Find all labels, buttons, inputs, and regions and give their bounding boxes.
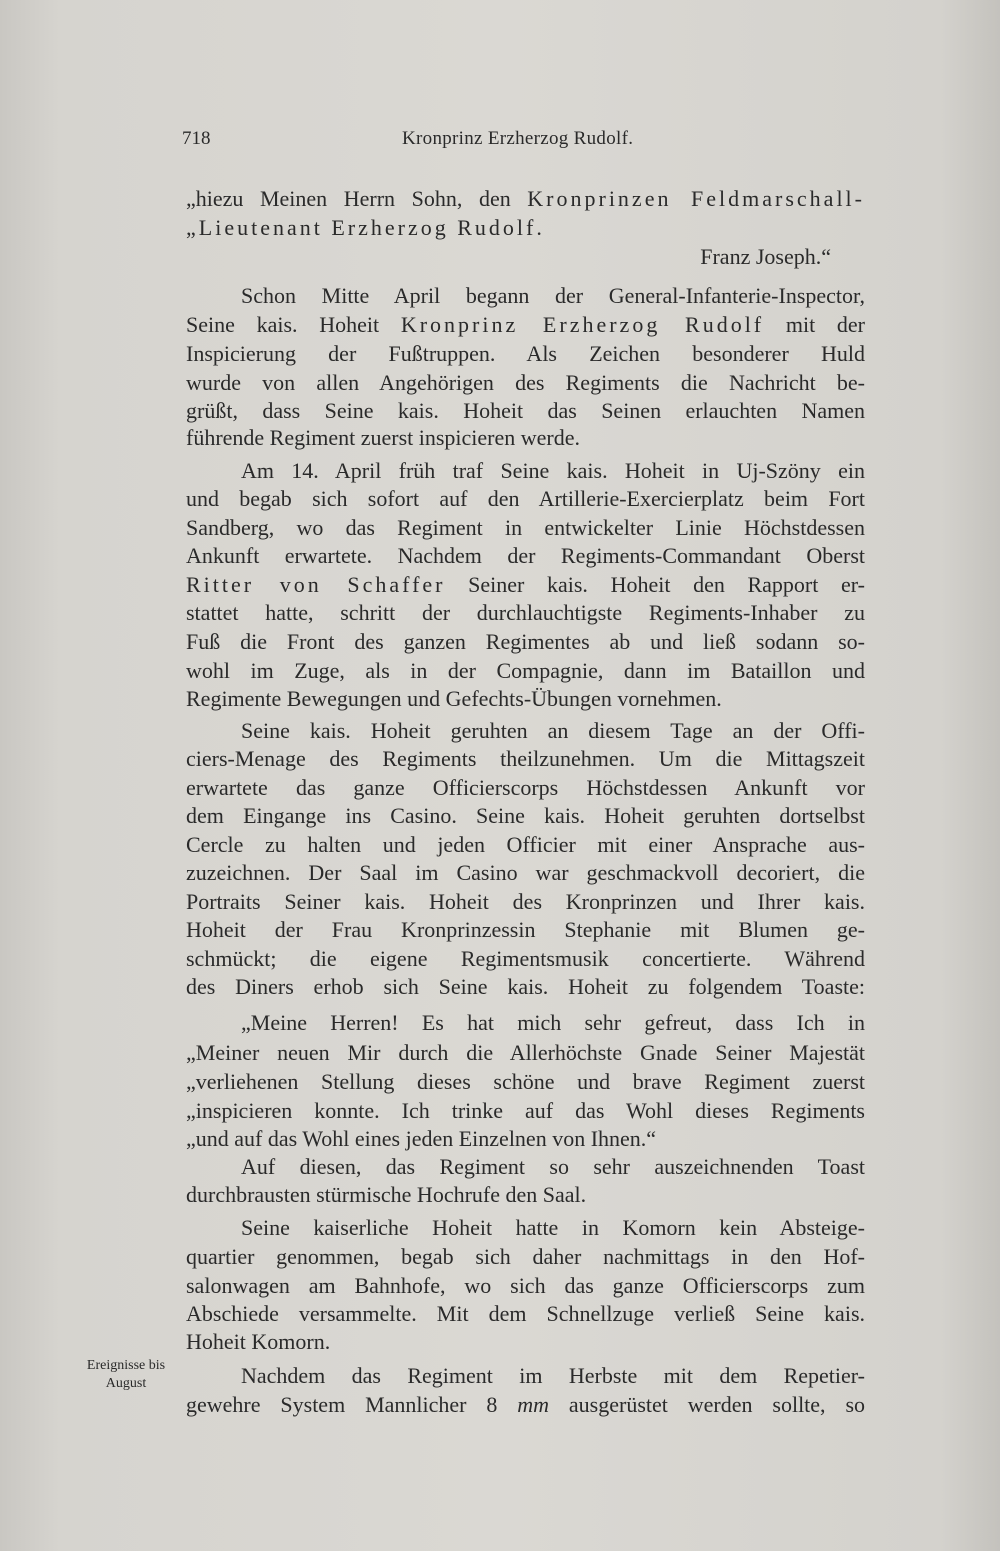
text-line: Fuß die Front des ganzen Regimentes ab und ließ sodann so-	[186, 629, 865, 654]
text-line: Schon Mitte April begann der General-Infanterie-Inspector,	[241, 283, 865, 308]
text-line: des Diners erhob sich Seine kais. Hoheit zu folgendem Toaste:	[186, 974, 865, 999]
text-line: zuzeichnen. Der Saal im Casino war geschmackvoll decoriert, die	[186, 860, 865, 885]
text-line: Cercle zu halten und jeden Officier mit einer Ansprache aus-	[186, 832, 865, 857]
text-line: schmückt; die eigene Regimentsmusik concertierte. Während	[186, 946, 865, 971]
text-line: Sandberg, wo das Regiment in entwickelter Linie Höchstdessen	[186, 515, 865, 540]
text-line: Abschiede versammelte. Mit dem Schnellzuge verließ Seine kais.	[186, 1301, 865, 1326]
running-title: Kronprinz Erzherzog Rudolf.	[402, 128, 634, 149]
quote-line: „inspicieren konnte. Ich trinke auf das Wohl dieses Regiments	[186, 1098, 865, 1123]
text-line: stattet hatte, schritt der durchlauchtigste Regiments-Inhaber zu	[186, 600, 865, 625]
text-line: Nachdem das Regiment im Herbste mit dem Repetier-	[241, 1363, 865, 1388]
text-line: Ritter von Schaffer Seiner kais. Hoheit den Rapport er-	[186, 572, 865, 597]
text-line: Seine kaiserliche Hoheit hatte in Komorn kein Absteige-	[241, 1215, 865, 1240]
text-line: wurde von allen Angehörigen des Regiments die Nachricht be-	[186, 370, 865, 395]
margin-note-line: August	[105, 1376, 147, 1391]
text-line: Seine kais. Hoheit Kronprinz Erzherzog Rudolf mit der	[186, 312, 865, 337]
text-line: Ankunft erwartete. Nachdem der Regiments-Commandant Oberst	[186, 543, 865, 568]
quote-line: „und auf das Wohl eines jeden Einzelnen von Ihnen.“	[186, 1126, 657, 1151]
text-line: Seine kais. Hoheit geruhten an diesem Tage an der Offi-	[241, 718, 865, 743]
margin-note	[72, 1357, 180, 1393]
text-line: Regimente Bewegungen und Gefechts-Übungen vornehmen.	[186, 686, 722, 711]
text-line: gewehre System Mannlicher 8 mm ausgerüstet werden sollte, so	[186, 1392, 866, 1417]
page-header	[178, 128, 868, 158]
quote-line: „verliehenen Stellung dieses schöne und brave Regiment zuerst	[186, 1069, 865, 1094]
text-line: Auf diesen, das Regiment so sehr auszeichnenden Toast	[241, 1154, 865, 1179]
text-line: „Lieutenant Erzherzog Rudolf.	[186, 215, 545, 240]
text-line: führende Regiment zuerst inspicieren werde.	[186, 425, 581, 450]
text-line: Am 14. April früh traf Seine kais. Hoheit in Uj-Szöny ein	[241, 458, 865, 483]
signature-line: Franz Joseph.“	[700, 244, 831, 269]
text-line: Hoheit der Frau Kronprinzessin Stephanie mit Blumen ge-	[186, 917, 865, 942]
text-line: grüßt, dass Seine kais. Hoheit das Seinen erlauchten Namen	[186, 398, 865, 423]
text-line: salonwagen am Bahnhofe, wo sich das ganze Officierscorps zum	[186, 1273, 865, 1298]
text-line: Hoheit Komorn.	[186, 1329, 331, 1354]
text-line: ciers-Menage des Regiments theilzunehmen. Um die Mittagszeit	[186, 746, 865, 771]
margin-note-line: Ereignisse bis	[86, 1358, 166, 1373]
page-number: 718	[182, 128, 211, 149]
text-line: Inspicierung der Fußtruppen. Als Zeichen besonderer Huld	[186, 341, 865, 366]
text-line: Portraits Seiner kais. Hoheit des Kronprinzen und Ihrer kais.	[186, 889, 865, 914]
text-line: „hiezu Meinen Herrn Sohn, den Kronprinzen Feldmarschall-	[186, 186, 865, 211]
quote-line: „Meine Herren! Es hat mich sehr gefreut, dass Ich in	[241, 1010, 865, 1035]
text-line: erwartete das ganze Officierscorps Höchstdessen Ankunft vor	[186, 775, 865, 800]
text-line: quartier genommen, begab sich daher nachmittags in den Hof-	[186, 1244, 865, 1269]
text-line: und begab sich sofort auf den Artillerie-Exercierplatz beim Fort	[186, 486, 865, 511]
text-line: wohl im Zuge, als in der Compagnie, dann im Bataillon und	[186, 658, 865, 683]
text-line: dem Eingange ins Casino. Seine kais. Hoheit geruhten dortselbst	[186, 803, 865, 828]
text-line: durchbrausten stürmische Hochrufe den Saal.	[186, 1182, 587, 1207]
quote-line: „Meiner neuen Mir durch die Allerhöchste Gnade Seiner Majestät	[186, 1040, 865, 1065]
